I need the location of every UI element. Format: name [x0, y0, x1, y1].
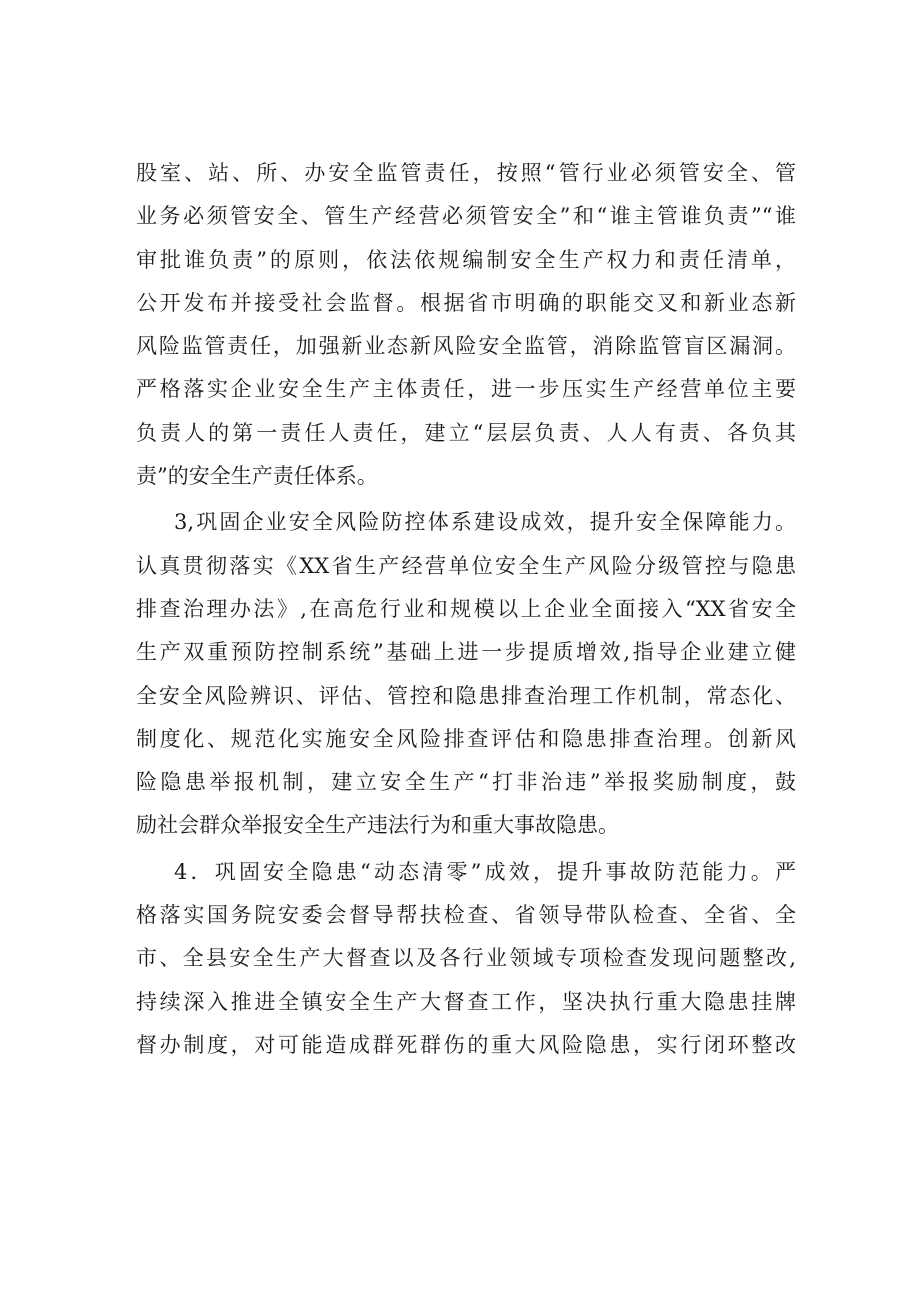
text-line: 业务必须管安全、管生产经营必须管安全”和“谁主管谁负责”“谁	[136, 204, 796, 229]
text-line: 格落实国务院安委会督导帮扶检查、省领导带队检查、全省、全	[136, 903, 796, 928]
text-line: 险隐患举报机制，建立安全生产“打非治违”举报奖励制度，鼓	[136, 770, 796, 795]
text-line: 严格落实企业安全生产主体责任，进一步压实生产经营单位主要	[136, 377, 796, 402]
text-line: 负责人的第一责任人责任，建立“层层负责、人人有责、各负其	[136, 420, 796, 445]
document-body	[136, 152, 796, 1067]
paragraph-risk-control	[136, 501, 796, 847]
text-line: 排查治理办法》,在高危行业和规模以上企业全面接入“XX省安全	[136, 596, 796, 621]
text-line: 风险监管责任，加强新业态新风险安全监管，消除监管盲区漏洞。	[136, 334, 796, 359]
text-line: 制度化、规范化实施安全风险排查评估和隐患排查治理。创新风	[136, 726, 796, 751]
text-line: 责”的安全生产责任体系。	[136, 464, 378, 489]
text-line: 生产双重预防控制系统”基础上进一步提质增效,指导企业建立健	[136, 640, 796, 665]
text-line: 励社会群众举报安全生产违法行为和重大事故隐患。	[136, 813, 619, 838]
paragraph-responsibility	[136, 152, 796, 498]
text-line: 4．巩固安全隐患“动态清零”成效，提升事故防范能力。严	[174, 859, 796, 884]
text-line: 市、全县安全生产大督查以及各行业领域专项检查发现问题整改,	[136, 946, 796, 971]
text-line: 督办制度，对可能造成群死群伤的重大风险隐患，实行闭环整改	[136, 1032, 796, 1057]
text-line: 认真贯彻落实《XX省生产经营单位安全生产风险分级管控与隐患	[136, 553, 796, 578]
text-line: 审批谁负责”的原则，依法依规编制安全生产权力和责任清单，	[136, 247, 796, 272]
text-line: 公开发布并接受社会监督。根据省市明确的职能交叉和新业态新	[136, 290, 796, 315]
text-line: 持续深入推进全镇安全生产大督查工作，坚决执行重大隐患挂牌	[136, 989, 796, 1014]
text-line: 全安全风险辨识、评估、管控和隐患排查治理工作机制，常态化、	[136, 683, 796, 708]
paragraph-hazard-clearance	[136, 851, 796, 1067]
text-line: 3,巩固企业安全风险防控体系建设成效，提升安全保障能力。	[174, 510, 796, 535]
text-line: 股室、站、所、办安全监管责任，按照“管行业必须管安全、管	[136, 161, 796, 185]
